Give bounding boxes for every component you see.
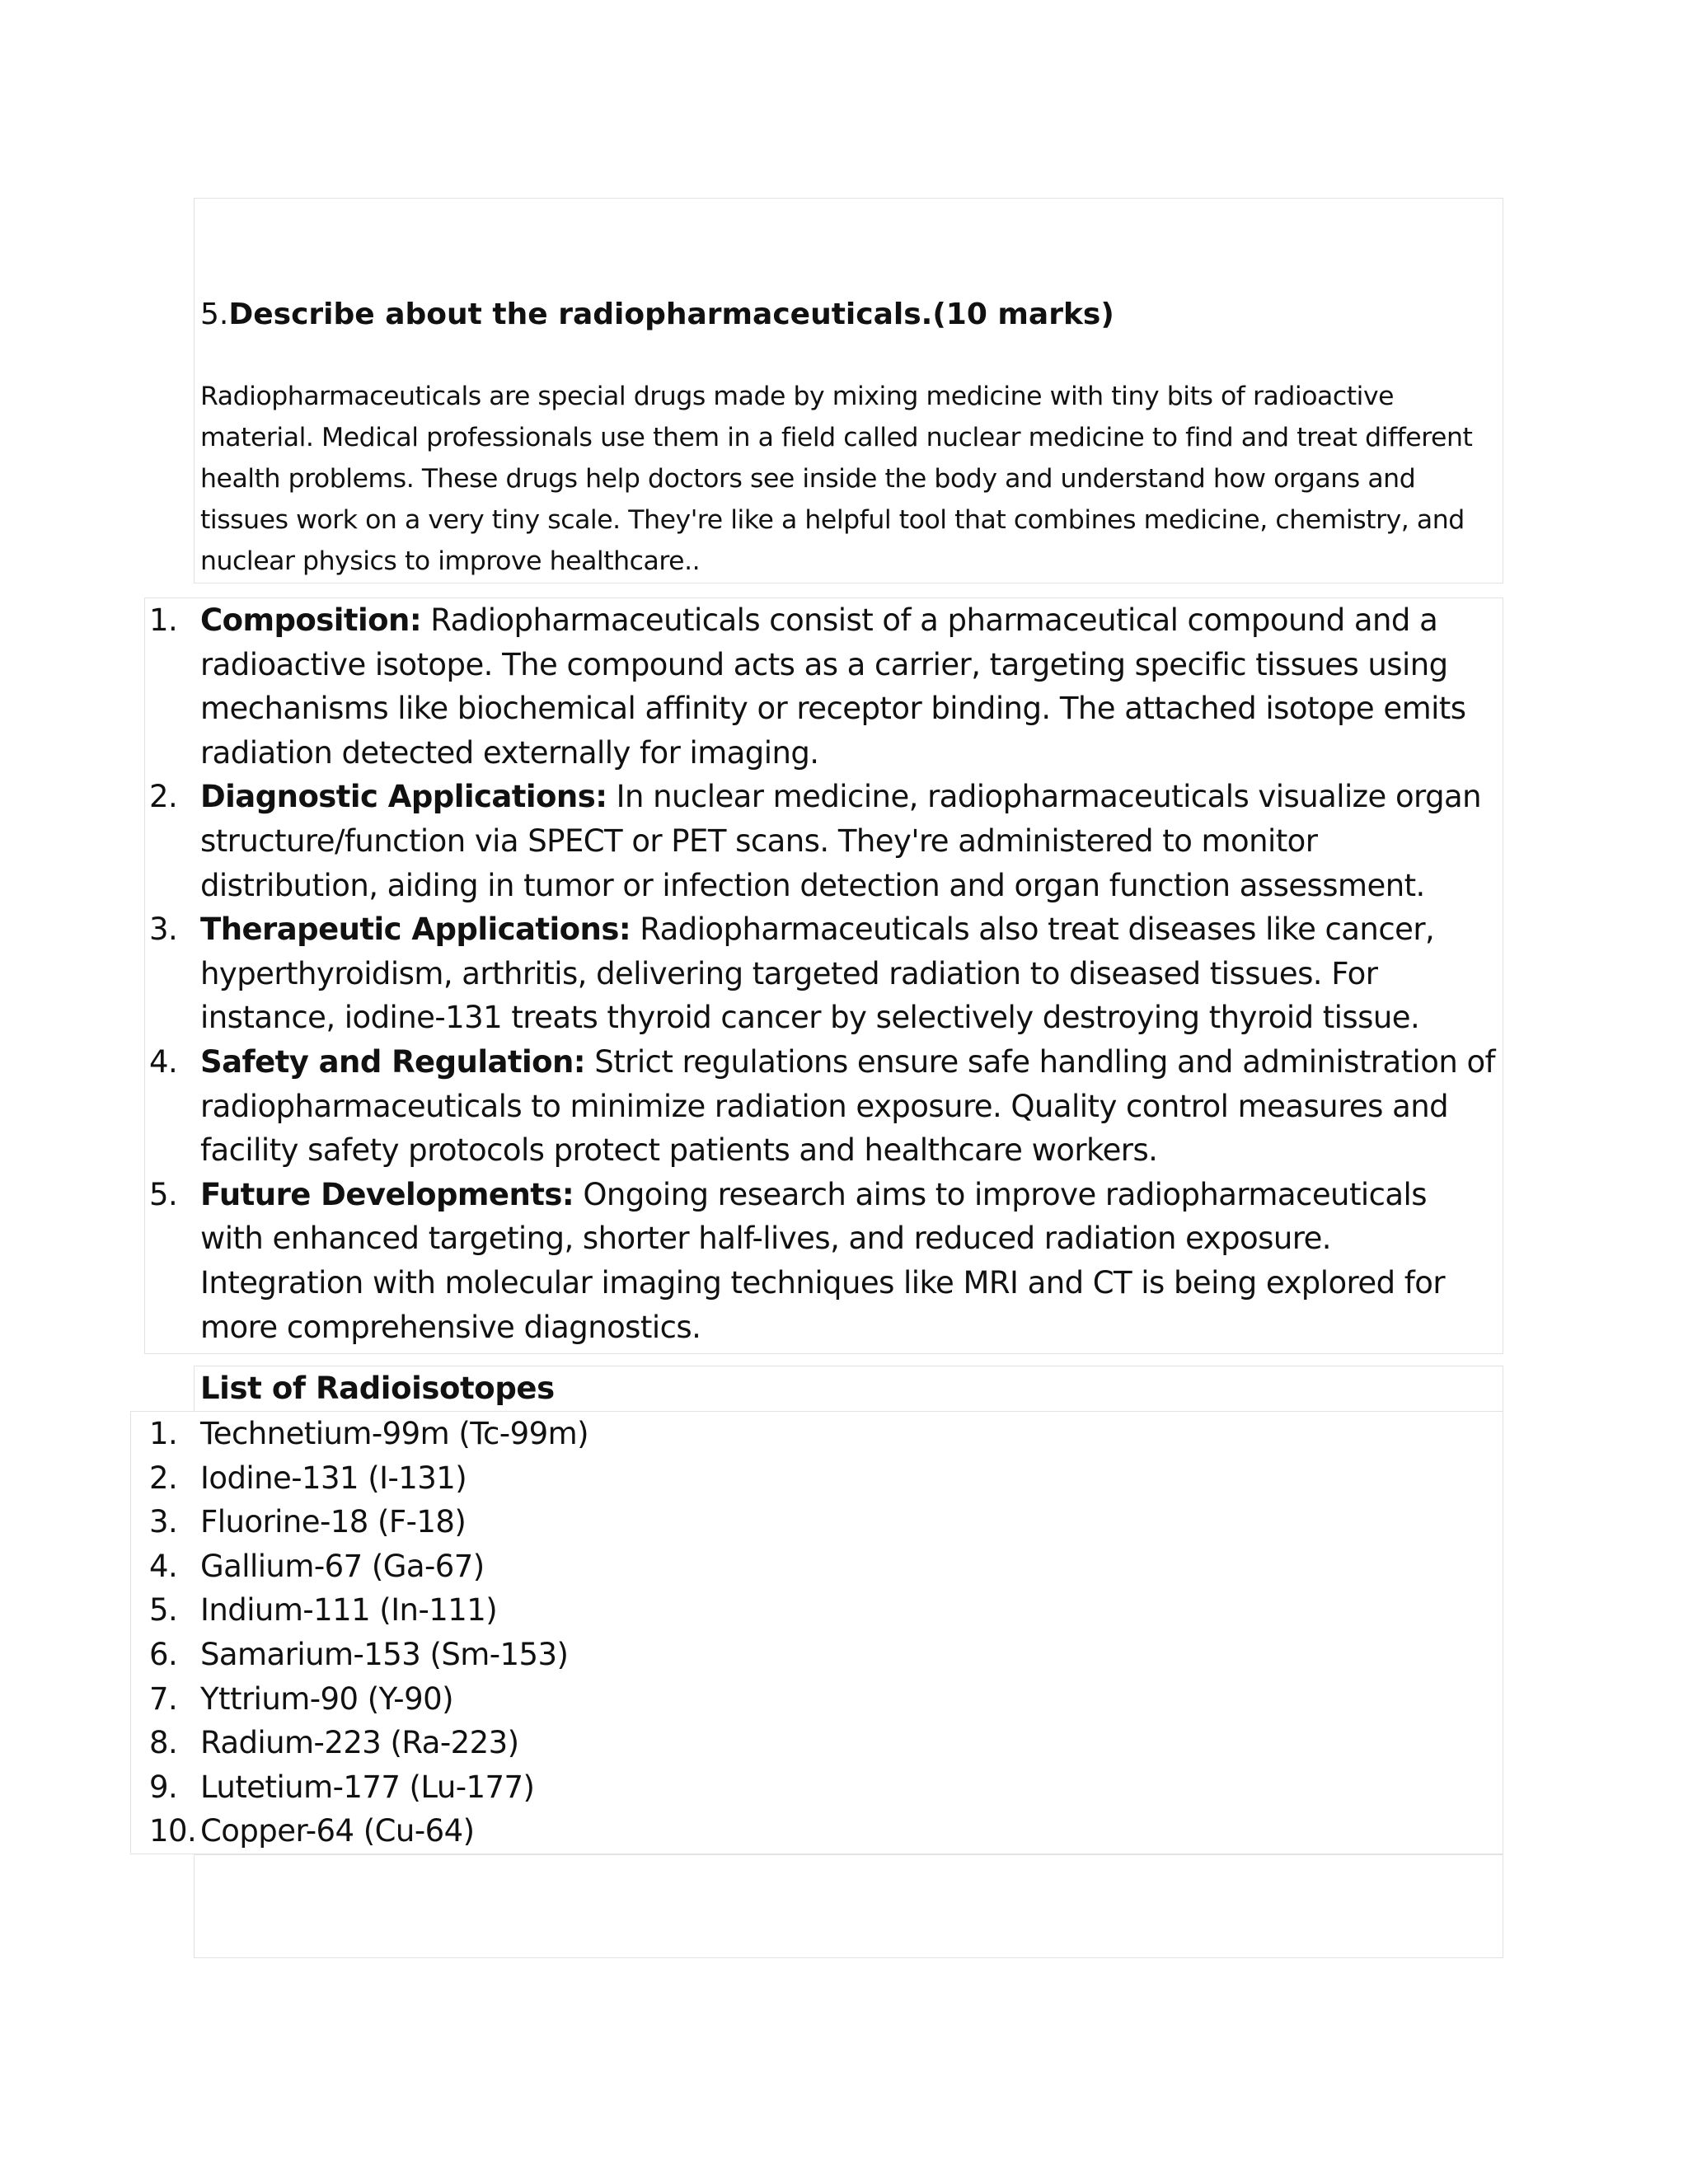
item-heading: Diagnostic Applications: [200,779,607,815]
item-number: 1. [149,1416,178,1451]
isotope-item [149,1588,1497,1633]
item-text: Ongoing research aims to improve radiopharmaceuticals with enhanced targeting, shorter half-lives, and reduced radiation exposure. Integration with molecular imaging techniques like MRI and CT is being explored for more comprehensive diagnostics. [200,1176,1445,1345]
isotope-item [149,1456,1497,1501]
item-number: 4. [149,1043,178,1080]
list-item [149,598,1497,775]
intro-paragraph: Radiopharmaceuticals are special drugs made by mixing medicine with tiny bits of radioactive material. Medical professionals use them in a field called nuclear medicine to find and treat different health problems. These drugs help doctors see inside the body and understand how organs and tissues work on a very tiny scale. They're like a helpful tool that combines medicine, chemistry, and nuclear physics to improve healthcare.. [200,382,1473,576]
list-title: List of Radioisotopes [200,1371,555,1406]
question-heading: Describe about the radiopharmaceuticals.(10 marks) [228,298,1114,331]
isotope-item [149,1765,1497,1810]
item-number: 3. [149,1504,178,1540]
item-heading: Composition: [200,602,422,638]
item-number: 10. [149,1813,197,1849]
item-number: 5. [149,1592,178,1629]
points-list [149,598,1497,1349]
item-number: 6. [149,1636,178,1672]
item-number: 9. [149,1769,178,1805]
isotope-item [149,1721,1497,1765]
item-text: Radiopharmaceuticals consist of a pharmaceutical compound and a radioactive isotope. The compound acts as a carrier, targeting specific tissues using mechanisms like biochemical affinity or receptor binding. The attached isotope emits radiation detected externally for imaging. [200,602,1466,771]
isotope-name: Technetium-99m (Tc-99m) [200,1416,588,1451]
isotope-name: Yttrium-90 (Y-90) [200,1680,453,1717]
item-text: Radiopharmaceuticals also treat diseases like cancer, hyperthyroidism, arthritis, delivering targeted radiation to diseased tissues. For instance, iodine-131 treats thyroid cancer by selectively destroying thyroid tissue. [200,912,1435,1036]
question-title [200,290,1114,340]
isotope-item [149,1544,1497,1589]
item-heading: Safety and Regulation: [200,1043,586,1080]
empty-block [194,1854,1503,1958]
item-text: Strict regulations ensure safe handling and administration of radiopharmaceuticals to minimize radiation exposure. Quality control measures and facility safety protocols protect patients and healthcare workers. [200,1043,1496,1169]
list-item [149,1040,1497,1173]
isotope-item [149,1500,1497,1544]
isotope-name: Copper-64 (Cu-64) [200,1813,475,1849]
isotope-name: Fluorine-18 (F-18) [200,1504,467,1540]
list-item [149,907,1497,1040]
isotope-name: Gallium-67 (Ga-67) [200,1548,485,1584]
isotope-name: Samarium-153 (Sm-153) [200,1636,569,1672]
isotope-name: Lutetium-177 (Lu-177) [200,1769,535,1805]
item-heading: Future Developments: [200,1176,574,1212]
isotope-item [149,1809,1497,1854]
isotope-list [149,1412,1497,1854]
item-number: 8. [149,1725,178,1761]
item-text: In nuclear medicine, radiopharmaceuticals visualize organ structure/function via SPECT or PET scans. They're administered to monitor distribution, aiding in tumor or infection detection and organ function assessment. [200,779,1482,903]
item-number: 5. [149,1176,178,1212]
item-number: 2. [149,779,178,815]
isotope-item [149,1677,1497,1722]
item-number: 4. [149,1548,178,1584]
item-number: 7. [149,1680,178,1717]
list-item [149,775,1497,907]
item-heading: Therapeutic Applications: [200,912,631,948]
list-item [149,1173,1497,1349]
isotope-name: Radium-223 (Ra-223) [200,1725,519,1761]
item-number: 1. [149,602,178,638]
item-number: 2. [149,1460,178,1496]
isotope-item [149,1412,1497,1456]
isotope-name: Iodine-131 (I-131) [200,1460,467,1496]
item-number: 3. [149,912,178,948]
isotope-item [149,1633,1497,1677]
question-number: 5. [200,298,229,331]
isotope-name: Indium-111 (In-111) [200,1592,498,1629]
